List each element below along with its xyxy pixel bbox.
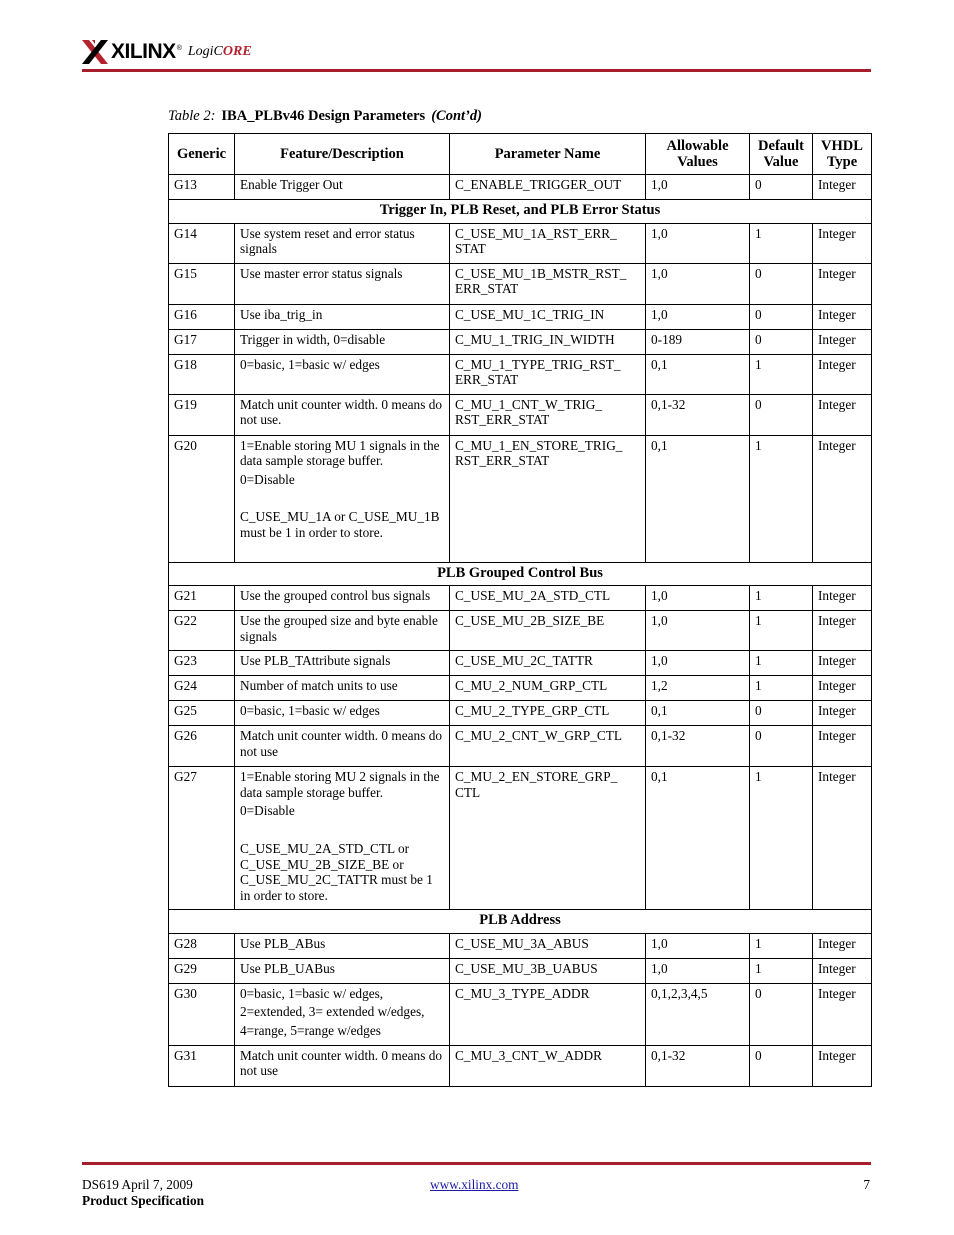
cell-default: 0 <box>750 983 813 1045</box>
cell-generic: G23 <box>169 651 235 676</box>
cell-param: C_MU_2_EN_STORE_GRP_ CTL <box>450 767 646 910</box>
cell-vhdl: Integer <box>813 611 872 651</box>
cell-default: 0 <box>750 304 813 329</box>
cell-feature: Enable Trigger Out <box>235 175 450 200</box>
cell-param: C_USE_MU_1C_TRIG_IN <box>450 304 646 329</box>
paragraph-gap <box>240 487 444 509</box>
cell-default: 1 <box>750 223 813 263</box>
logicore-mark <box>188 44 252 60</box>
table-row <box>169 958 872 983</box>
header-allowable: Allowable Values <box>646 134 750 175</box>
cell-allowable: 1,0 <box>646 586 750 611</box>
feature-paragraph: C_USE_MU_2A_STD_CTL or C_USE_MU_2B_SIZE_BE or C_USE_MU_2C_TATTR must be 1 in order to store. <box>240 840 433 903</box>
cell-feature: Use the grouped control bus signals <box>235 586 450 611</box>
section-row <box>169 910 872 934</box>
cell-allowable: 1,0 <box>646 611 750 651</box>
cell-allowable: 1,0 <box>646 175 750 200</box>
cell-feature: Number of match units to use <box>235 676 450 701</box>
cell-feature <box>235 983 450 1045</box>
table-row <box>169 329 872 354</box>
cell-vhdl: Integer <box>813 958 872 983</box>
section-row <box>169 200 872 224</box>
footer-doc-date: DS619 April 7, 2009 <box>82 1177 193 1192</box>
cell-vhdl: Integer <box>813 1045 872 1086</box>
logicore-accent: ORE <box>222 44 252 59</box>
cell-vhdl: Integer <box>813 304 872 329</box>
footer-website-link[interactable]: www.xilinx.com <box>430 1177 519 1192</box>
cell-param: C_ENABLE_TRIGGER_OUT <box>450 175 646 200</box>
cell-allowable: 1,2 <box>646 676 750 701</box>
cell-generic: G31 <box>169 1045 235 1086</box>
table-row <box>169 263 872 304</box>
section-grouped-control: PLB Grouped Control Bus <box>169 562 872 586</box>
cell-feature: 0=basic, 1=basic w/ edges <box>235 354 450 394</box>
cell-default: 0 <box>750 726 813 767</box>
table-row <box>169 175 872 200</box>
cell-vhdl: Integer <box>813 263 872 304</box>
cell-param: C_MU_3_CNT_W_ADDR <box>450 1045 646 1086</box>
cell-feature: Match unit counter width. 0 means do not use. <box>235 394 450 435</box>
feature-paragraph: 0=basic, 1=basic w/ edges, <box>240 985 384 1001</box>
logicore-prefix: LogiC <box>187 44 223 59</box>
cell-allowable: 1,0 <box>646 958 750 983</box>
page-number: 7 <box>863 1177 870 1192</box>
cell-param: C_USE_MU_2C_TATTR <box>450 651 646 676</box>
cell-generic: G17 <box>169 329 235 354</box>
cell-feature: Use PLB_TAttribute signals <box>235 651 450 676</box>
table-row <box>169 304 872 329</box>
cell-generic: G20 <box>169 435 235 562</box>
section-trigger-in: Trigger In, PLB Reset, and PLB Error Status <box>169 200 872 224</box>
cell-feature: Use iba_trig_in <box>235 304 450 329</box>
table-row <box>169 1045 872 1086</box>
design-parameters-table <box>168 133 872 1087</box>
table-row <box>169 933 872 958</box>
cell-feature: Use master error status signals <box>235 263 450 304</box>
cell-allowable: 0,1 <box>646 435 750 562</box>
cell-default: 1 <box>750 611 813 651</box>
cell-param: C_MU_2_TYPE_GRP_CTL <box>450 701 646 726</box>
feature-paragraph: 1=Enable storing MU 2 signals in the data sample storage buffer. <box>240 769 440 800</box>
table-header-row <box>169 134 872 175</box>
cell-allowable: 1,0 <box>646 223 750 263</box>
cell-default: 0 <box>750 1045 813 1086</box>
feature-paragraph: C_USE_MU_1A or C_USE_MU_1B must be 1 in order to store. <box>240 509 440 540</box>
cell-param: C_MU_1_TRIG_IN_WIDTH <box>450 329 646 354</box>
header-vhdl: VHDL Type <box>813 134 872 175</box>
xilinx-logo <box>82 38 252 66</box>
cell-generic: G30 <box>169 983 235 1045</box>
cell-param: C_MU_2_NUM_GRP_CTL <box>450 676 646 701</box>
header-rule <box>82 69 871 72</box>
cell-generic: G28 <box>169 933 235 958</box>
cell-allowable: 1,0 <box>646 304 750 329</box>
table-row <box>169 586 872 611</box>
table-row <box>169 676 872 701</box>
cell-allowable: 1,0 <box>646 933 750 958</box>
table-row <box>169 354 872 394</box>
cell-param: C_MU_1_TYPE_TRIG_RST_ ERR_STAT <box>450 354 646 394</box>
cell-param: C_USE_MU_3B_UABUS <box>450 958 646 983</box>
cell-vhdl: Integer <box>813 676 872 701</box>
cell-vhdl: Integer <box>813 354 872 394</box>
cell-default: 1 <box>750 651 813 676</box>
cell-feature: Match unit counter width. 0 means do not use <box>235 726 450 767</box>
logo-registered-mark: ® <box>176 44 182 52</box>
cell-vhdl: Integer <box>813 983 872 1045</box>
cell-generic: G22 <box>169 611 235 651</box>
cell-allowable: 0,1-32 <box>646 1045 750 1086</box>
cell-param: C_USE_MU_1A_RST_ERR_ STAT <box>450 223 646 263</box>
cell-allowable: 1,0 <box>646 651 750 676</box>
cell-allowable: 0,1-32 <box>646 726 750 767</box>
table-row <box>169 983 872 1045</box>
cell-vhdl: Integer <box>813 435 872 562</box>
feature-paragraph: 1=Enable storing MU 1 signals in the data sample storage buffer. <box>240 437 440 469</box>
cell-allowable: 0,1 <box>646 767 750 910</box>
footer-spec: Product Specification <box>82 1193 205 1208</box>
header-feature: Feature/Description <box>235 134 450 175</box>
cell-vhdl: Integer <box>813 329 872 354</box>
cell-default: 1 <box>750 958 813 983</box>
cell-param: C_USE_MU_1B_MSTR_RST_ ERR_STAT <box>450 263 646 304</box>
cell-param: C_USE_MU_3A_ABUS <box>450 933 646 958</box>
paragraph-gap <box>240 819 444 841</box>
cell-default: 1 <box>750 676 813 701</box>
cell-generic: G19 <box>169 394 235 435</box>
cell-feature: Use PLB_UABus <box>235 958 450 983</box>
cell-vhdl: Integer <box>813 701 872 726</box>
cell-allowable: 1,0 <box>646 263 750 304</box>
cell-allowable: 0-189 <box>646 329 750 354</box>
cell-default: 0 <box>750 329 813 354</box>
cell-default: 1 <box>750 354 813 394</box>
cell-allowable: 0,1-32 <box>646 394 750 435</box>
footer-doc-info <box>82 1177 204 1209</box>
cell-generic: G26 <box>169 726 235 767</box>
cell-feature: Use PLB_ABus <box>235 933 450 958</box>
caption-title: IBA_PLBv46 Design Parameters <box>221 108 426 124</box>
cell-feature: Use system reset and error status signals <box>235 223 450 263</box>
cell-feature <box>235 767 450 910</box>
feature-paragraph: 2=extended, 3= extended w/edges, <box>240 1004 425 1020</box>
table-row <box>169 223 872 263</box>
caption-continued: (Cont’d) <box>431 108 482 124</box>
footer-rule <box>82 1162 871 1165</box>
feature-paragraph: 0=Disable <box>240 803 295 819</box>
cell-generic: G21 <box>169 586 235 611</box>
cell-generic: G15 <box>169 263 235 304</box>
section-plb-address: PLB Address <box>169 910 872 934</box>
cell-vhdl: Integer <box>813 394 872 435</box>
table-row <box>169 726 872 767</box>
cell-generic: G24 <box>169 676 235 701</box>
cell-feature: Match unit counter width. 0 means do not use <box>235 1045 450 1086</box>
cell-default: 0 <box>750 175 813 200</box>
feature-paragraph: 4=range, 5=range w/edges <box>240 1022 381 1038</box>
cell-vhdl: Integer <box>813 651 872 676</box>
cell-param: C_MU_1_CNT_W_TRIG_ RST_ERR_STAT <box>450 394 646 435</box>
cell-generic: G13 <box>169 175 235 200</box>
feature-paragraph: 0=Disable <box>240 471 295 487</box>
cell-default: 0 <box>750 701 813 726</box>
table-row <box>169 611 872 651</box>
cell-allowable: 0,1 <box>646 701 750 726</box>
cell-param: C_USE_MU_2B_SIZE_BE <box>450 611 646 651</box>
cell-param: C_USE_MU_2A_STD_CTL <box>450 586 646 611</box>
cell-default: 1 <box>750 586 813 611</box>
cell-vhdl: Integer <box>813 933 872 958</box>
cell-default: 1 <box>750 435 813 562</box>
cell-feature <box>235 435 450 562</box>
header-generic: Generic <box>169 134 235 175</box>
page-header <box>82 36 871 72</box>
cell-generic: G18 <box>169 354 235 394</box>
cell-param: C_MU_1_EN_STORE_TRIG_ RST_ERR_STAT <box>450 435 646 562</box>
table-row <box>169 394 872 435</box>
caption-label: Table 2: <box>168 108 216 124</box>
cell-generic: G16 <box>169 304 235 329</box>
cell-default: 1 <box>750 767 813 910</box>
section-row <box>169 562 872 586</box>
logo-wordmark: XILINX <box>111 40 176 63</box>
cell-feature: 0=basic, 1=basic w/ edges <box>235 701 450 726</box>
cell-feature: Trigger in width, 0=disable <box>235 329 450 354</box>
table-caption <box>168 108 482 125</box>
cell-vhdl: Integer <box>813 726 872 767</box>
header-default: Default Value <box>750 134 813 175</box>
cell-generic: G29 <box>169 958 235 983</box>
cell-allowable: 0,1,2,3,4,5 <box>646 983 750 1045</box>
cell-generic: G14 <box>169 223 235 263</box>
cell-vhdl: Integer <box>813 586 872 611</box>
cell-vhdl: Integer <box>813 767 872 910</box>
cell-param: C_MU_3_TYPE_ADDR <box>450 983 646 1045</box>
cell-generic: G27 <box>169 767 235 910</box>
cell-generic: G25 <box>169 701 235 726</box>
table-row <box>169 651 872 676</box>
table-row <box>169 701 872 726</box>
table-row <box>169 767 872 910</box>
cell-default: 0 <box>750 263 813 304</box>
xilinx-x-mark-icon <box>82 40 108 64</box>
cell-vhdl: Integer <box>813 223 872 263</box>
cell-vhdl: Integer <box>813 175 872 200</box>
header-param: Parameter Name <box>450 134 646 175</box>
cell-allowable: 0,1 <box>646 354 750 394</box>
table-row <box>169 435 872 562</box>
cell-feature: Use the grouped size and byte enable signals <box>235 611 450 651</box>
cell-default: 1 <box>750 933 813 958</box>
cell-default: 0 <box>750 394 813 435</box>
cell-param: C_MU_2_CNT_W_GRP_CTL <box>450 726 646 767</box>
